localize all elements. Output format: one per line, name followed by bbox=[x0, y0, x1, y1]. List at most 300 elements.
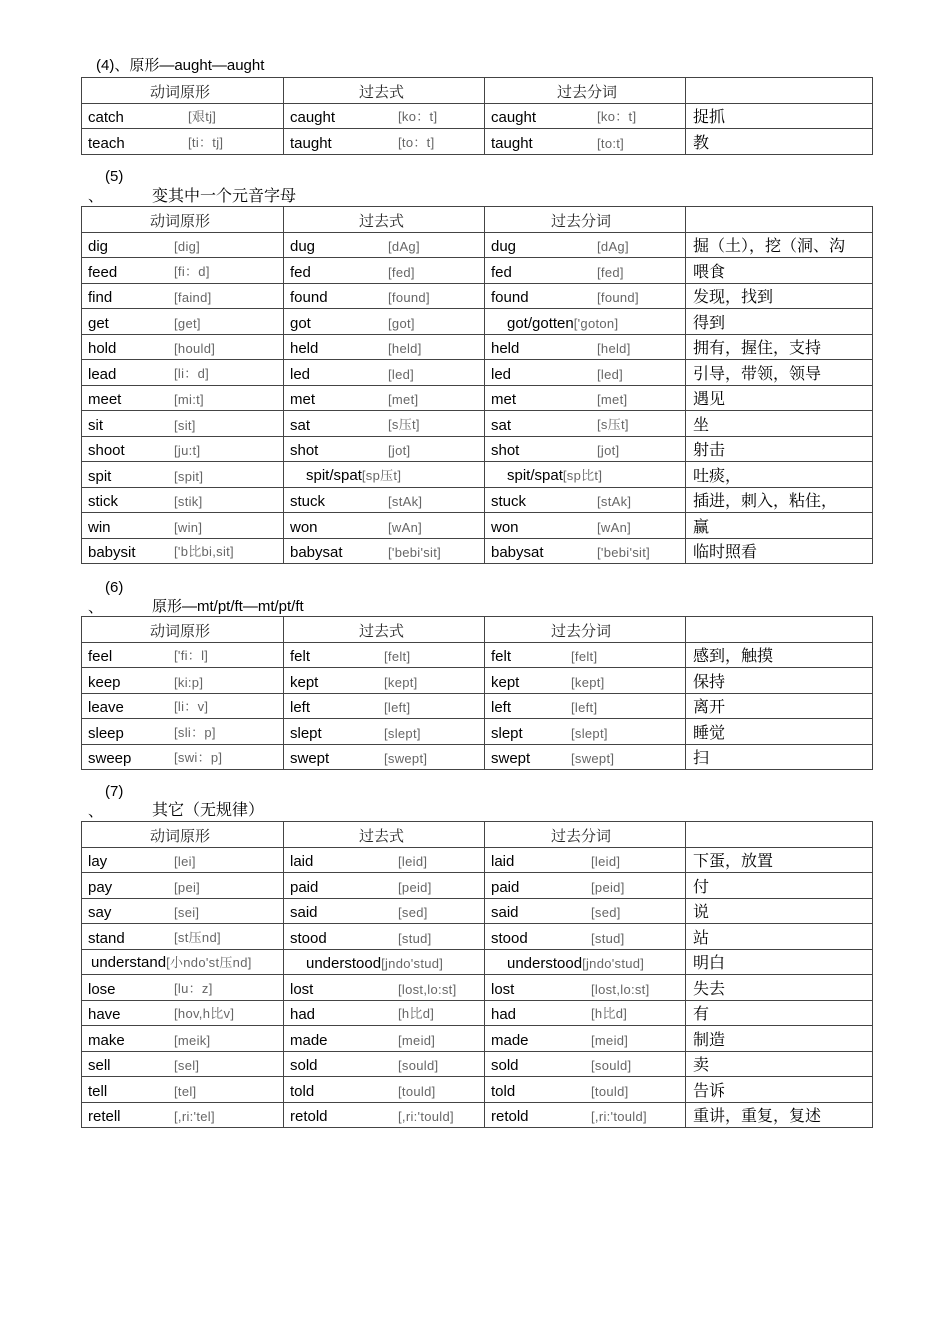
past-tense-cell bbox=[284, 258, 485, 284]
past-participle-word: slept bbox=[491, 724, 523, 742]
past-tense-cell bbox=[284, 360, 485, 386]
meaning-text: 下蛋，放置 bbox=[693, 853, 774, 870]
base-form-word: win bbox=[88, 518, 111, 536]
past-participle-cell bbox=[485, 668, 686, 694]
past-tense-word: won bbox=[290, 518, 318, 536]
past-participle-word: sat bbox=[491, 416, 512, 434]
meaning-text: 付 bbox=[693, 878, 710, 896]
meaning-text: 重讲，重复，复述 bbox=[693, 1108, 822, 1125]
base-form-word: sit bbox=[88, 416, 103, 434]
meaning-text: 坐 bbox=[693, 416, 710, 434]
past-participle-cell bbox=[485, 360, 686, 386]
past-participle-word: sold bbox=[491, 1057, 519, 1074]
base-form-phonetic: [spit] bbox=[174, 468, 204, 484]
past-tense-phonetic: [found] bbox=[388, 290, 430, 305]
base-form-word: stand bbox=[88, 929, 125, 947]
meaning-text: 感到，触摸 bbox=[693, 648, 774, 665]
meaning-text: 发现，找到 bbox=[693, 289, 774, 306]
past-tense-phonetic: [dAg] bbox=[388, 239, 420, 254]
past-participle-word: stuck bbox=[491, 493, 527, 510]
meaning-cell bbox=[686, 744, 873, 770]
base-form-phonetic: [sel] bbox=[174, 1058, 200, 1073]
base-form-phonetic: [fi：d] bbox=[174, 263, 210, 279]
table-header-row bbox=[82, 822, 873, 848]
past-tense-word: felt bbox=[290, 648, 311, 665]
past-participle-phonetic: [sp比t] bbox=[562, 467, 603, 483]
meaning-cell bbox=[686, 513, 873, 539]
base-form-phonetic: [小ndo'st压nd] bbox=[166, 955, 252, 970]
base-form-phonetic: [ju:t] bbox=[174, 443, 201, 458]
meaning-text: 告诉 bbox=[693, 1082, 726, 1100]
table-row bbox=[82, 538, 873, 564]
meaning-text: 射击 bbox=[693, 442, 726, 459]
base-form-cell bbox=[82, 462, 284, 488]
meaning-text: 临时照看 bbox=[693, 544, 758, 561]
base-form-word: leave bbox=[88, 699, 124, 716]
meaning-cell bbox=[686, 1000, 873, 1026]
past-tense-cell bbox=[284, 1102, 485, 1128]
meaning-cell bbox=[686, 1026, 873, 1052]
meaning-cell bbox=[686, 1077, 873, 1103]
past-participle-phonetic: [left] bbox=[571, 700, 598, 715]
base-form-word: have bbox=[88, 1006, 121, 1023]
table-row bbox=[82, 129, 873, 155]
past-tense-phonetic: [jot] bbox=[388, 443, 411, 458]
section-5-title: 变其中一个元音字母 bbox=[152, 188, 297, 205]
past-tense-word: found bbox=[290, 289, 328, 306]
section-6-title: 原形—mt/pt/ft—mt/pt/ft bbox=[152, 598, 304, 615]
base-form-word: sell bbox=[88, 1057, 111, 1074]
section-6-number: (6) bbox=[105, 579, 124, 596]
section-4-title: (4)、原形—aught—aught bbox=[96, 57, 265, 74]
meaning-cell bbox=[686, 334, 873, 360]
past-participle-cell bbox=[485, 436, 686, 462]
meaning-cell bbox=[686, 975, 873, 1001]
past-participle-phonetic: [wAn] bbox=[597, 519, 632, 535]
past-participle-phonetic: ['goton] bbox=[573, 315, 619, 331]
past-participle-phonetic: [h比d] bbox=[591, 1006, 628, 1021]
header-past-tense-cell bbox=[284, 617, 485, 643]
base-form-cell bbox=[82, 309, 284, 335]
past-tense-word: sat bbox=[290, 416, 311, 434]
past-participle-word: retold bbox=[491, 1108, 529, 1125]
past-tense-word: shot bbox=[290, 442, 319, 459]
meaning-text: 失去 bbox=[693, 980, 726, 998]
past-tense-word: held bbox=[290, 340, 319, 357]
past-participle-word: had bbox=[491, 1006, 517, 1023]
past-tense-phonetic: [meid] bbox=[398, 1032, 436, 1048]
base-form-word: make bbox=[88, 1031, 125, 1049]
base-form-phonetic: [stik] bbox=[174, 494, 203, 509]
base-form-word: catch bbox=[88, 109, 124, 126]
past-tense-phonetic: [wAn] bbox=[388, 519, 423, 535]
past-tense-cell bbox=[284, 975, 485, 1001]
header-meaning-cell bbox=[686, 617, 873, 643]
base-form-word: pay bbox=[88, 878, 113, 896]
base-form-word: get bbox=[88, 314, 109, 332]
base-form-cell bbox=[82, 513, 284, 539]
base-form-word: teach bbox=[88, 134, 125, 152]
past-participle-cell bbox=[485, 283, 686, 309]
base-form-word: stick bbox=[88, 493, 118, 510]
past-tense-word: sold bbox=[290, 1057, 318, 1074]
base-form-word: lead bbox=[88, 365, 117, 383]
meaning-cell bbox=[686, 898, 873, 924]
past-participle-phonetic: [dAg] bbox=[597, 239, 629, 254]
table-row bbox=[82, 436, 873, 462]
meaning-cell bbox=[686, 693, 873, 719]
past-tense-word: babysat bbox=[290, 544, 343, 561]
past-tense-word: made bbox=[290, 1031, 328, 1049]
past-tense-word: met bbox=[290, 391, 316, 408]
meaning-text: 说 bbox=[693, 904, 710, 921]
past-participle-word: made bbox=[491, 1031, 529, 1049]
meaning-cell bbox=[686, 385, 873, 411]
header-base-form-cell bbox=[82, 78, 284, 104]
past-tense-cell bbox=[284, 668, 485, 694]
base-form-phonetic: [ti：tj] bbox=[188, 134, 224, 150]
header-base-form-cell bbox=[82, 207, 284, 233]
header-past-tense: 过去式 bbox=[359, 828, 405, 845]
meaning-cell bbox=[686, 462, 873, 488]
past-participle-word: shot bbox=[491, 442, 520, 459]
meaning-cell bbox=[686, 1102, 873, 1128]
past-tense-cell bbox=[284, 1000, 485, 1026]
meaning-text: 明白 bbox=[693, 955, 726, 972]
past-tense-cell bbox=[284, 487, 485, 513]
meaning-cell bbox=[686, 719, 873, 745]
table-row bbox=[82, 847, 873, 873]
past-participle-phonetic: [ko：t] bbox=[597, 109, 637, 124]
header-base-form: 动词原形 bbox=[150, 213, 211, 230]
past-participle-word: understood bbox=[507, 955, 583, 972]
past-participle-word: babysat bbox=[491, 544, 544, 561]
meaning-text: 赢 bbox=[693, 518, 710, 536]
base-form-phonetic: [li：d] bbox=[174, 365, 210, 381]
base-form-phonetic: [li：v] bbox=[174, 699, 209, 714]
past-tense-cell bbox=[284, 924, 485, 950]
header-past-participle-cell bbox=[485, 822, 686, 848]
past-participle-word: held bbox=[491, 340, 520, 357]
past-tense-phonetic: [fed] bbox=[388, 264, 415, 280]
header-base-form: 动词原形 bbox=[150, 623, 211, 640]
header-meaning-cell bbox=[686, 78, 873, 104]
base-form-phonetic: [,ri:'tel] bbox=[174, 1109, 215, 1124]
header-past-participle: 过去分词 bbox=[551, 213, 612, 230]
base-form-phonetic: ['b比bi,sit] bbox=[174, 544, 234, 559]
past-tense-phonetic: [s压t] bbox=[388, 416, 420, 432]
base-form-phonetic: [meik] bbox=[174, 1032, 211, 1048]
base-form-cell bbox=[82, 693, 284, 719]
past-tense-word: lost bbox=[290, 980, 314, 998]
base-form-cell bbox=[82, 360, 284, 386]
past-participle-word: paid bbox=[491, 878, 520, 896]
base-form-cell bbox=[82, 258, 284, 284]
past-tense-phonetic: [h比d] bbox=[398, 1006, 435, 1021]
past-participle-phonetic: [felt] bbox=[571, 649, 598, 664]
past-participle-word: fed bbox=[491, 263, 512, 281]
past-tense-phonetic: [sould] bbox=[398, 1058, 439, 1073]
past-participle-cell bbox=[485, 744, 686, 770]
meaning-cell bbox=[686, 360, 873, 386]
base-form-cell bbox=[82, 949, 284, 975]
base-form-word: dig bbox=[88, 238, 109, 255]
past-participle-cell bbox=[485, 847, 686, 873]
header-past-tense-cell bbox=[284, 207, 485, 233]
meaning-text: 吐痰， bbox=[693, 467, 742, 485]
table-header-row bbox=[82, 207, 873, 233]
past-participle-phonetic: [sed] bbox=[591, 905, 621, 920]
past-tense-cell bbox=[284, 538, 485, 564]
past-participle-cell bbox=[485, 309, 686, 335]
table-row bbox=[82, 487, 873, 513]
past-tense-phonetic: [jndo'stud] bbox=[381, 956, 444, 971]
base-form-cell bbox=[82, 898, 284, 924]
table-row bbox=[82, 1102, 873, 1128]
past-tense-word: laid bbox=[290, 853, 314, 870]
past-participle-word: met bbox=[491, 391, 517, 408]
past-participle-word: told bbox=[491, 1082, 516, 1100]
base-form-phonetic: [faind] bbox=[174, 290, 212, 305]
past-tense-phonetic: [ko：t] bbox=[398, 109, 438, 124]
past-tense-word: got bbox=[290, 314, 311, 332]
past-tense-phonetic: [peid] bbox=[398, 879, 432, 895]
past-participle-cell bbox=[485, 385, 686, 411]
base-form-cell bbox=[82, 411, 284, 437]
header-past-participle: 过去分词 bbox=[557, 84, 618, 101]
past-tense-cell bbox=[284, 1026, 485, 1052]
meaning-cell bbox=[686, 103, 873, 129]
base-form-word: keep bbox=[88, 673, 121, 691]
past-participle-word: laid bbox=[491, 853, 515, 870]
past-participle-cell bbox=[485, 975, 686, 1001]
base-form-cell bbox=[82, 334, 284, 360]
meaning-text: 拥有，握住，支持 bbox=[693, 340, 822, 357]
table-row bbox=[82, 719, 873, 745]
base-form-phonetic: [ki:p] bbox=[174, 674, 204, 690]
meaning-cell bbox=[686, 258, 873, 284]
meaning-cell bbox=[686, 309, 873, 335]
base-form-phonetic: [sli：p] bbox=[174, 724, 216, 740]
base-form-word: feel bbox=[88, 648, 113, 665]
past-participle-word: lost bbox=[491, 980, 515, 998]
base-form-cell bbox=[82, 232, 284, 258]
past-participle-cell bbox=[485, 719, 686, 745]
section-5-number: (5) bbox=[105, 168, 124, 185]
header-past-tense: 过去式 bbox=[359, 213, 405, 230]
past-tense-cell bbox=[284, 642, 485, 668]
past-participle-cell bbox=[485, 642, 686, 668]
base-form-word: meet bbox=[88, 391, 122, 408]
past-participle-phonetic: [led] bbox=[597, 366, 624, 382]
past-participle-phonetic: [met] bbox=[597, 392, 628, 407]
base-form-word: hold bbox=[88, 340, 117, 357]
past-participle-phonetic: [peid] bbox=[591, 879, 625, 895]
base-form-word: babysit bbox=[88, 544, 136, 561]
past-participle-phonetic: [jndo'stud] bbox=[582, 956, 645, 971]
past-tense-word: stood bbox=[290, 929, 327, 947]
header-past-tense: 过去式 bbox=[359, 623, 405, 640]
past-participle-cell bbox=[485, 1102, 686, 1128]
meaning-text: 站 bbox=[693, 929, 710, 947]
past-tense-phonetic: [sp压t] bbox=[361, 467, 402, 483]
meaning-cell bbox=[686, 1051, 873, 1077]
past-tense-cell bbox=[284, 334, 485, 360]
past-participle-cell bbox=[485, 538, 686, 564]
table-row bbox=[82, 693, 873, 719]
base-form-cell bbox=[82, 975, 284, 1001]
meaning-text: 引导，带领，领导 bbox=[693, 365, 822, 383]
past-tense-phonetic: [left] bbox=[384, 700, 411, 715]
meaning-cell bbox=[686, 538, 873, 564]
base-form-cell bbox=[82, 1051, 284, 1077]
base-form-phonetic: [艰tj] bbox=[188, 109, 217, 124]
table-row bbox=[82, 1026, 873, 1052]
past-participle-phonetic: [fed] bbox=[597, 264, 624, 280]
past-tense-phonetic: [got] bbox=[388, 315, 415, 331]
header-past-tense: 过去式 bbox=[359, 84, 405, 101]
past-participle-cell bbox=[485, 1077, 686, 1103]
header-past-participle: 过去分词 bbox=[551, 623, 612, 640]
past-participle-cell bbox=[485, 258, 686, 284]
past-tense-phonetic: [felt] bbox=[384, 649, 411, 664]
table-row bbox=[82, 411, 873, 437]
base-form-cell bbox=[82, 487, 284, 513]
base-form-cell bbox=[82, 642, 284, 668]
past-participle-cell bbox=[485, 949, 686, 975]
header-past-participle: 过去分词 bbox=[551, 828, 612, 845]
past-tense-phonetic: [to：t] bbox=[398, 134, 435, 150]
table-row bbox=[82, 1077, 873, 1103]
past-tense-phonetic: [,ri:'tould] bbox=[398, 1109, 454, 1124]
past-participle-phonetic: [leid] bbox=[591, 854, 621, 869]
meaning-text: 插进，刺入，粘住， bbox=[693, 493, 838, 510]
table-row bbox=[82, 385, 873, 411]
past-participle-cell bbox=[485, 334, 686, 360]
table-row bbox=[82, 924, 873, 950]
base-form-cell bbox=[82, 924, 284, 950]
meaning-text: 遇见 bbox=[693, 391, 726, 408]
past-participle-cell bbox=[485, 898, 686, 924]
table-row bbox=[82, 642, 873, 668]
table-row bbox=[82, 258, 873, 284]
header-meaning-cell bbox=[686, 822, 873, 848]
past-tense-cell bbox=[284, 103, 485, 129]
past-tense-word: understood bbox=[306, 955, 382, 972]
past-tense-phonetic: [lost,lo:st] bbox=[398, 981, 457, 997]
base-form-word: lose bbox=[88, 980, 116, 998]
past-tense-word: told bbox=[290, 1082, 315, 1100]
past-tense-word: stuck bbox=[290, 493, 326, 510]
past-participle-phonetic: [to:t] bbox=[597, 135, 625, 151]
base-form-word: sleep bbox=[88, 724, 124, 742]
header-past-tense-cell bbox=[284, 822, 485, 848]
past-tense-phonetic: [held] bbox=[388, 341, 422, 356]
base-form-word: sweep bbox=[88, 750, 132, 767]
past-participle-cell bbox=[485, 462, 686, 488]
past-tense-word: retold bbox=[290, 1108, 328, 1125]
meaning-text: 掘（土），挖（洞、沟 bbox=[693, 238, 846, 255]
header-past-participle-cell bbox=[485, 78, 686, 104]
base-form-phonetic: [st压nd] bbox=[174, 929, 221, 945]
verb-table-5 bbox=[81, 206, 873, 564]
header-base-form: 动词原形 bbox=[150, 84, 211, 101]
past-tense-cell bbox=[284, 693, 485, 719]
meaning-cell bbox=[686, 436, 873, 462]
meaning-cell bbox=[686, 411, 873, 437]
past-participle-word: said bbox=[491, 904, 519, 921]
past-participle-word: stood bbox=[491, 929, 528, 947]
meaning-text: 保持 bbox=[693, 673, 726, 691]
past-tense-phonetic: [kept] bbox=[384, 674, 418, 690]
header-past-participle-cell bbox=[485, 207, 686, 233]
base-form-cell bbox=[82, 385, 284, 411]
table-row bbox=[82, 873, 873, 899]
past-tense-word: had bbox=[290, 1006, 316, 1023]
meaning-text: 有 bbox=[693, 1006, 710, 1023]
past-participle-phonetic: [sould] bbox=[591, 1058, 632, 1073]
past-tense-word: paid bbox=[290, 878, 319, 896]
past-tense-cell bbox=[284, 513, 485, 539]
past-tense-word: dug bbox=[290, 238, 316, 255]
base-form-cell bbox=[82, 436, 284, 462]
past-participle-phonetic: [tould] bbox=[591, 1083, 629, 1099]
past-participle-cell bbox=[485, 1051, 686, 1077]
past-tense-phonetic: [swept] bbox=[384, 751, 428, 766]
base-form-phonetic: [tel] bbox=[174, 1083, 197, 1099]
meaning-text: 喂食 bbox=[693, 263, 726, 281]
table-row bbox=[82, 232, 873, 258]
past-tense-cell bbox=[284, 873, 485, 899]
section-7-separator: 、 bbox=[88, 804, 104, 820]
past-participle-cell bbox=[485, 411, 686, 437]
base-form-phonetic: [sit] bbox=[174, 417, 196, 433]
past-tense-word: left bbox=[290, 699, 311, 716]
past-participle-word: taught bbox=[491, 134, 533, 152]
verb-table-7 bbox=[81, 821, 873, 1128]
past-participle-cell bbox=[485, 693, 686, 719]
past-tense-word: spit/spat bbox=[306, 466, 362, 484]
past-participle-cell bbox=[485, 873, 686, 899]
base-form-cell bbox=[82, 847, 284, 873]
base-form-cell bbox=[82, 1077, 284, 1103]
table-row bbox=[82, 975, 873, 1001]
past-participle-phonetic: [slept] bbox=[571, 725, 608, 741]
past-participle-word: left bbox=[491, 699, 512, 716]
past-tense-cell bbox=[284, 1051, 485, 1077]
past-tense-cell bbox=[284, 309, 485, 335]
table-row bbox=[82, 898, 873, 924]
base-form-cell bbox=[82, 283, 284, 309]
section-6-separator: 、 bbox=[88, 600, 104, 616]
past-participle-cell bbox=[485, 1000, 686, 1026]
header-base-form-cell bbox=[82, 617, 284, 643]
past-participle-word: caught bbox=[491, 109, 537, 126]
base-form-phonetic: [hov,h比v] bbox=[174, 1006, 235, 1021]
base-form-phonetic: [hould] bbox=[174, 341, 216, 356]
past-participle-phonetic: ['bebi'sit] bbox=[597, 545, 651, 560]
past-participle-phonetic: [swept] bbox=[571, 751, 615, 766]
past-tense-cell bbox=[284, 847, 485, 873]
header-base-form-cell bbox=[82, 822, 284, 848]
past-participle-cell bbox=[485, 513, 686, 539]
past-tense-cell bbox=[284, 719, 485, 745]
past-participle-cell bbox=[485, 1026, 686, 1052]
past-participle-word: got/gotten bbox=[507, 314, 574, 332]
table-row bbox=[82, 1051, 873, 1077]
past-participle-word: led bbox=[491, 365, 512, 383]
base-form-cell bbox=[82, 1102, 284, 1128]
